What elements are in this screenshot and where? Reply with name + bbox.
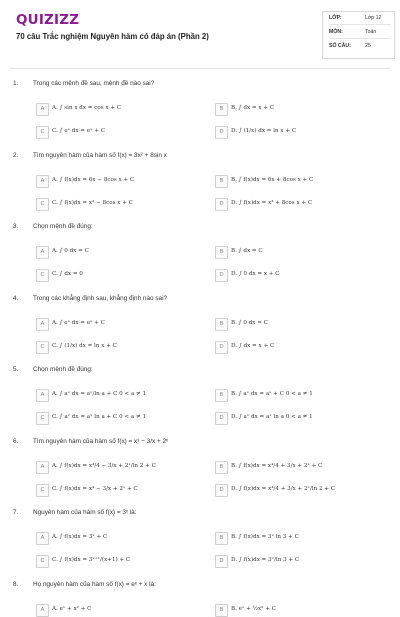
question-text: Tìm nguyên hàm của hàm số f(x) = 3x² + 8sin x [33, 151, 167, 159]
quizizz-logo[interactable]: QUIZIZZ [16, 12, 80, 28]
question-number: 7. [13, 509, 19, 516]
option-text: A. ∫ aˣ dx = aˣ/ln a + C 0 < a ≠ 1 [52, 391, 147, 397]
option-text: A. ∫ f(x)dx = 6x − 8cos x + C [52, 176, 135, 183]
meta-row-subject [329, 26, 391, 39]
question-text: Trong các mệnh đề sau, mệnh đề nào sai? [33, 80, 155, 87]
question-text: Tìm nguyên hàm của hàm số f(x) = x³ − 3/x + 2ˣ [33, 437, 169, 445]
option-text: D. ∫ aˣ dx = aˣ ln a 0 < a ≠ 1 [231, 414, 313, 420]
option-letter-box[interactable]: B [215, 532, 228, 545]
question-number: 6. [13, 437, 19, 445]
option-text: C. ∫ dx = 0 [52, 271, 83, 277]
question-text: Trong các khẳng định sau, khẳng định nào sai? [33, 294, 168, 302]
meta-label: MÔN: [329, 29, 343, 35]
document-title: 70 câu Trắc nghiệm Nguyên hàm có đáp án (Phần 2) [16, 32, 209, 41]
option-text: A. ∫ f(x)dx = x⁴/4 − 3/x + 2ˣ/ln 2 + C [52, 462, 156, 469]
option-letter-box[interactable]: D [215, 341, 228, 354]
option-text: B. ∫ 0 dx = C [231, 319, 268, 326]
option-letter-box[interactable]: D [215, 126, 228, 139]
option-letter-box[interactable]: C [36, 126, 49, 139]
option-letter-box[interactable]: D [215, 269, 228, 282]
option-letter-box[interactable]: B [215, 389, 228, 402]
question-number: 1. [13, 80, 19, 87]
option-letter-box[interactable]: A [36, 461, 49, 474]
option-text: C. ∫ f(x)dx = x³ − 8cos x + C [52, 199, 133, 206]
option-letter-box[interactable]: C [36, 341, 49, 354]
question-text: Chọn mệnh đề đúng: [33, 223, 93, 230]
option-letter-box[interactable]: B [215, 246, 228, 259]
option-text: C. ∫ f(x)dx = x⁴ − 3/x + 2ˣ + C [52, 485, 138, 492]
option-text: A. ∫ 0 dx = C [52, 248, 89, 254]
meta-value: Lớp 12 [365, 15, 382, 21]
question-text: Nguyên hàm của hàm số f(x) = 3ˣ là: [33, 509, 137, 516]
option-text: C. ∫ f(x)dx = 3ˣ⁺¹/(x+1) + C [52, 557, 131, 563]
meta-label: SỐ CÂU: [329, 43, 351, 49]
option-text: D. ∫ dx = x + C [231, 342, 275, 349]
option-letter-box[interactable]: B [215, 318, 228, 331]
option-text: B. ∫ f(x)dx = 3ˣ ln 3 + C [231, 534, 299, 540]
meta-row-class [329, 12, 391, 25]
option-text: C. ∫ (1/x) dx = ln x + C [52, 342, 117, 349]
option-text: A. ∫ f(x)dx = 3ˣ + C [52, 534, 108, 540]
option-letter-box[interactable]: A [36, 604, 49, 617]
option-text: D. ∫ (1/x) dx = ln x + C [231, 128, 297, 134]
option-text: D. ∫ f(x)dx = x⁴/4 + 3/x + 2ˣ/ln 2 + C [231, 485, 336, 492]
option-letter-box[interactable]: A [36, 318, 49, 331]
question-number: 4. [13, 294, 19, 302]
option-letter-box[interactable]: A [36, 103, 49, 116]
option-letter-box[interactable]: C [36, 269, 49, 282]
option-letter-box[interactable]: D [215, 484, 228, 497]
option-text: C. ∫ aˣ dx = aˣ ln a + C 0 < a ≠ 1 [52, 414, 147, 420]
option-letter-box[interactable]: C [36, 198, 49, 211]
question-text: Chọn mệnh đề đúng: [33, 366, 93, 373]
option-text: D. ∫ 0 dx = x + C [231, 271, 280, 277]
option-letter-box[interactable]: C [36, 555, 49, 568]
option-letter-box[interactable]: A [36, 532, 49, 545]
option-text: A. ∫ eˣ dx = eˣ + C [52, 319, 105, 326]
option-text: B. ∫ f(x)dx = x⁴/4 + 3/x + 2ˣ + C [231, 462, 323, 469]
option-text: D. ∫ f(x)dx = 3ˣ/ln 3 + C [231, 557, 300, 563]
option-text: B. eˣ + ½x² + C [231, 605, 276, 612]
option-letter-box[interactable]: A [36, 389, 49, 402]
option-text: A. eˣ + x² + C [52, 605, 92, 612]
option-text: B. ∫ f(x)dx = 6x + 8cos x + C [231, 176, 314, 183]
option-letter-box[interactable]: C [36, 484, 49, 497]
option-text: D. ∫ f(x)dx = x³ + 8cos x + C [231, 199, 313, 206]
meta-value: 25 [365, 43, 371, 49]
meta-value: Toán [365, 29, 377, 35]
option-letter-box[interactable]: B [215, 461, 228, 474]
meta-row-count [329, 40, 391, 52]
option-text: B. ∫ dx = C [231, 248, 263, 254]
meta-box [322, 11, 395, 59]
option-letter-box[interactable]: B [215, 103, 228, 116]
option-letter-box[interactable]: B [215, 604, 228, 617]
option-letter-box[interactable]: B [215, 175, 228, 188]
question-number: 8. [13, 580, 19, 588]
question-text: Họ nguyên hàm của hàm số f(x) = eˣ + x là: [33, 580, 156, 588]
question-number: 5. [13, 366, 19, 373]
option-text: B. ∫ dx = x + C [231, 105, 275, 111]
option-letter-box[interactable]: C [36, 412, 49, 425]
question-number: 2. [13, 151, 19, 159]
option-text: B. ∫ aˣ dx = aˣ + C 0 < a ≠ 1 [231, 391, 313, 397]
option-letter-box[interactable]: A [36, 246, 49, 259]
option-letter-box[interactable]: D [215, 412, 228, 425]
option-text: C. ∫ eˣ dx = eˣ + C [52, 128, 105, 134]
header-divider [10, 68, 390, 69]
option-letter-box[interactable]: D [215, 555, 228, 568]
header [0, 0, 400, 72]
question-number: 3. [13, 223, 19, 230]
option-letter-box[interactable]: D [215, 198, 228, 211]
meta-label: LỚP: [329, 15, 342, 21]
option-text: A. ∫ sin x dx = cos x + C [52, 105, 122, 111]
option-letter-box[interactable]: A [36, 175, 49, 188]
